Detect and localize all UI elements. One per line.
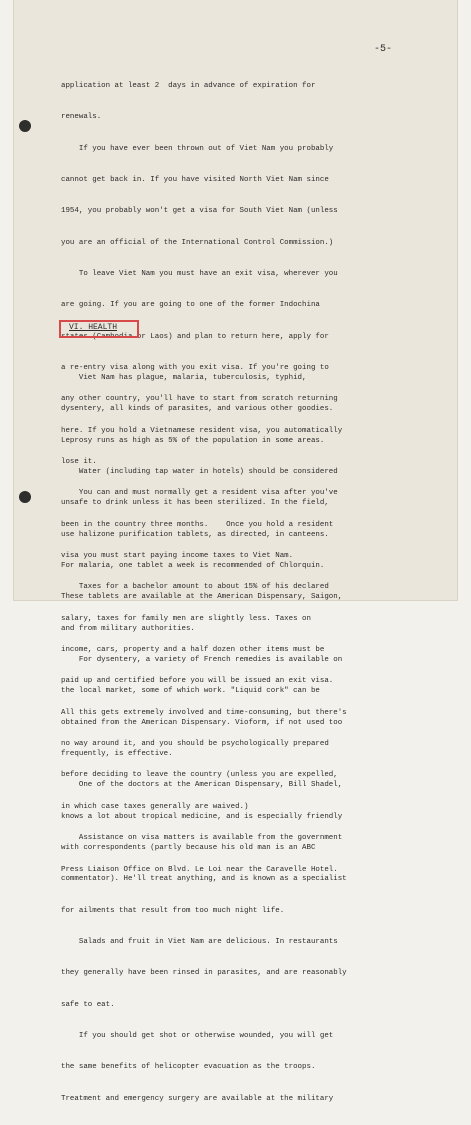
text-line: Salads and fruit in Viet Nam are delicious. In restaurants [61, 938, 338, 947]
text-line: If you should get shot or otherwise wounded, you will get [61, 1032, 334, 1041]
bottom-text-block [61, 352, 441, 1125]
text-line: salary, taxes for family men are slightly less. Taxes on [61, 614, 311, 623]
text-line: no way around it, and you should be psychologically prepared [61, 740, 329, 749]
text-line: safe to eat. [61, 1000, 115, 1009]
text-line: You can and must normally get a resident visa after you've [61, 489, 338, 498]
text-line: Taxes for a bachelor amount to about 15% of his declared [61, 583, 329, 592]
text-line: 1954, you probably won't get a visa for South Viet Nam (unless [61, 207, 338, 216]
text-line: To leave Viet Nam you must have an exit visa, wherever you [61, 269, 338, 278]
text-line: before deciding to leave the country (unless you are expelled, [61, 771, 338, 780]
section-heading-text: VI. HEALTH [69, 323, 118, 332]
text-line: the same benefits of helicopter evacuation as the troops. [61, 1063, 316, 1072]
text-line: renewals. [61, 113, 102, 122]
text-line: cannot get back in. If you have visited North Viet Nam since [61, 175, 329, 184]
text-line: All this gets extremely involved and time-consuming, but there's [61, 708, 347, 717]
text-line: application at least 2 days in advance of expiration for [61, 81, 316, 90]
text-line: visa you must start paying income taxes to Viet Nam. [61, 552, 294, 561]
section-heading [59, 320, 149, 342]
document-page [14, 0, 457, 1103]
text-line: lose it. [61, 458, 97, 467]
text-line: frequently, is effective. [61, 750, 173, 759]
text-line: Leprosy runs as high as 5% of the population in some areas. [61, 436, 325, 445]
text-line: with correspondents (partly because his old man is an ABC [61, 844, 316, 853]
text-line: unsafe to drink unless it has been sterilized. In the field, [61, 499, 329, 508]
text-line: in which case taxes generally are waived.) [61, 802, 249, 811]
text-line: a re-entry visa along with you exit visa. If you're going to [61, 364, 329, 372]
text-line: and from military authorities. [61, 624, 195, 633]
text-line: for ailments that result from too much night life. [61, 906, 285, 915]
text-line: use halizone purification tablets, as directed, in canteens. [61, 530, 329, 539]
text-line: Viet Nam has plague, malaria, tuberculosis, typhid, [61, 373, 307, 382]
text-line: commentator). He'll treat anything, and is known as a specialist [61, 875, 347, 884]
text-line: they generally have been rinsed in parasites, and are reasonably [61, 969, 347, 978]
page-number: -5- [374, 44, 393, 55]
text-line: are going. If you are going to one of the former Indochina [61, 301, 320, 310]
text-line: These tablets are available at the American Dispensary, Saigon, [61, 593, 343, 602]
text-line: If you have ever been thrown out of Viet Nam you probably [61, 144, 334, 153]
text-line: dysentery, all kinds of parasites, and various other goodies. [61, 405, 334, 414]
text-line: One of the doctors at the American Dispensary, Bill Shadel, [61, 781, 343, 790]
punch-hole-icon [19, 120, 31, 132]
text-line: the local market, some of which work. "Liquid cork" can be [61, 687, 320, 696]
text-line: Assistance on visa matters is available from the government [61, 834, 343, 843]
text-line: states (Cambodia or Laos) and plan to return here, apply for [61, 332, 329, 341]
text-line: here. If you hold a Vietnamese resident visa, you automatically [61, 426, 343, 435]
text-line: paid up and certified before you will be issued an exit visa. [61, 677, 334, 686]
text-line: Water (including tap water in hotels) should be considered [61, 467, 338, 476]
text-line: For malaria, one tablet a week is recommended of Chlorquin. [61, 561, 325, 570]
text-line: Press Liaison Office on Blvd. Le Loi near the Caravelle Hotel. [61, 865, 338, 874]
punch-hole-icon [19, 491, 31, 503]
text-line: any other country, you'll have to start from scratch returning [61, 395, 338, 404]
text-line: For dysentery, a variety of French remedies is available on [61, 656, 343, 664]
text-line: been in the country three months. Once you hold a resident [61, 520, 334, 529]
text-line: knows a lot about tropical medicine, and is especially friendly [61, 812, 343, 821]
text-line: you are an official of the International Control Commission.) [61, 238, 334, 247]
text-line: obtained from the American Dispensary. Vioform, if not used too [61, 718, 343, 727]
text-line: income, cars, property and a half dozen other items must be [61, 646, 325, 655]
text-line: Treatment and emergency surgery are available at the military [61, 1094, 334, 1103]
